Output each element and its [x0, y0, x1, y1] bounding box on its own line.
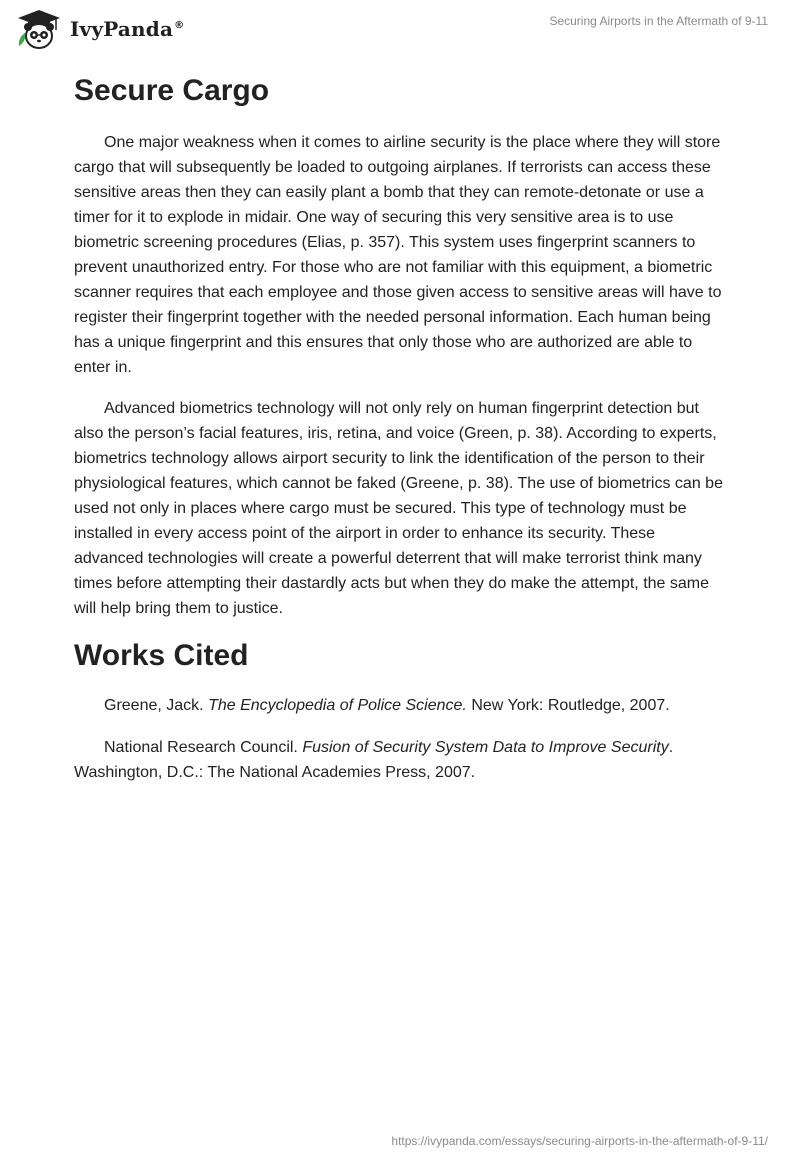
- source-url-link[interactable]: https://ivypanda.com/essays/securing-airports-in-the-aftermath-of-9-11/: [391, 1134, 768, 1148]
- citation-author: Greene, Jack.: [104, 697, 204, 714]
- citation-entry: [74, 693, 724, 718]
- page-header: [0, 0, 800, 60]
- section-heading: Secure Cargo: [74, 74, 270, 107]
- body-paragraph: Advanced biometrics technology will not only rely on human fingerprint detection but also the person’s facial features, iris, retina, and voice (Green, p. 38). According to experts, biometrics technology allows airport security to link the identification of the person to their physiological features, which cannot be faked (Greene, p. 38). The use of biometrics can be used not only in places where cargo must be secured. This type of technology must be installed in every access point of the airport in order to enhance its security. These advanced technologies will create a powerful deterrent that will make terrorist think many times before attempting their dastardly acts but when they do make the attempt, the same will help bring them to justice.: [74, 400, 723, 617]
- running-title: Securing Airports in the Aftermath of 9-11: [549, 14, 768, 28]
- section-heading: Works Cited: [74, 639, 249, 672]
- ivypanda-logo[interactable]: [16, 8, 184, 50]
- registered-mark: ®: [174, 20, 185, 32]
- body-paragraph: One major weakness when it comes to airline security is the place where they will store cargo that will subsequently be loaded to outgoing airplanes. If terrorists can access these sensitive areas then they can easily plant a bomb that they can remote-detonate or use a timer for it to explode in midair. One way of securing this very sensitive area is to use biometric screening procedures (Elias, p. 357). This system uses fingerprint scanners to prevent unauthorized entry. For those who are not familiar with this equipment, a biometric scanner requires that each employee and those given access to sensitive areas will have to register their fingerprint together with the needed personal information. Each human being has a unique fingerprint and this ensures that only those who are authorized are able to enter in.: [74, 134, 722, 376]
- logo-text: IvyPanda®: [70, 17, 185, 41]
- essay-content: [74, 72, 724, 802]
- section-works-cited: [74, 637, 724, 785]
- citation-publication: . Washington, D.C.: The National Academies Press, 2007.: [74, 739, 674, 781]
- section-secure-cargo: [74, 72, 724, 621]
- citation-title: Fusion of Security System Data to Improve Security: [302, 739, 669, 756]
- citation-title: The Encyclopedia of Police Science.: [208, 697, 467, 714]
- citation-entry: [74, 735, 724, 785]
- citation-author: National Research Council.: [104, 739, 298, 756]
- panda-graduate-icon: [16, 8, 62, 50]
- citation-publication: New York: Routledge, 2007.: [471, 697, 670, 714]
